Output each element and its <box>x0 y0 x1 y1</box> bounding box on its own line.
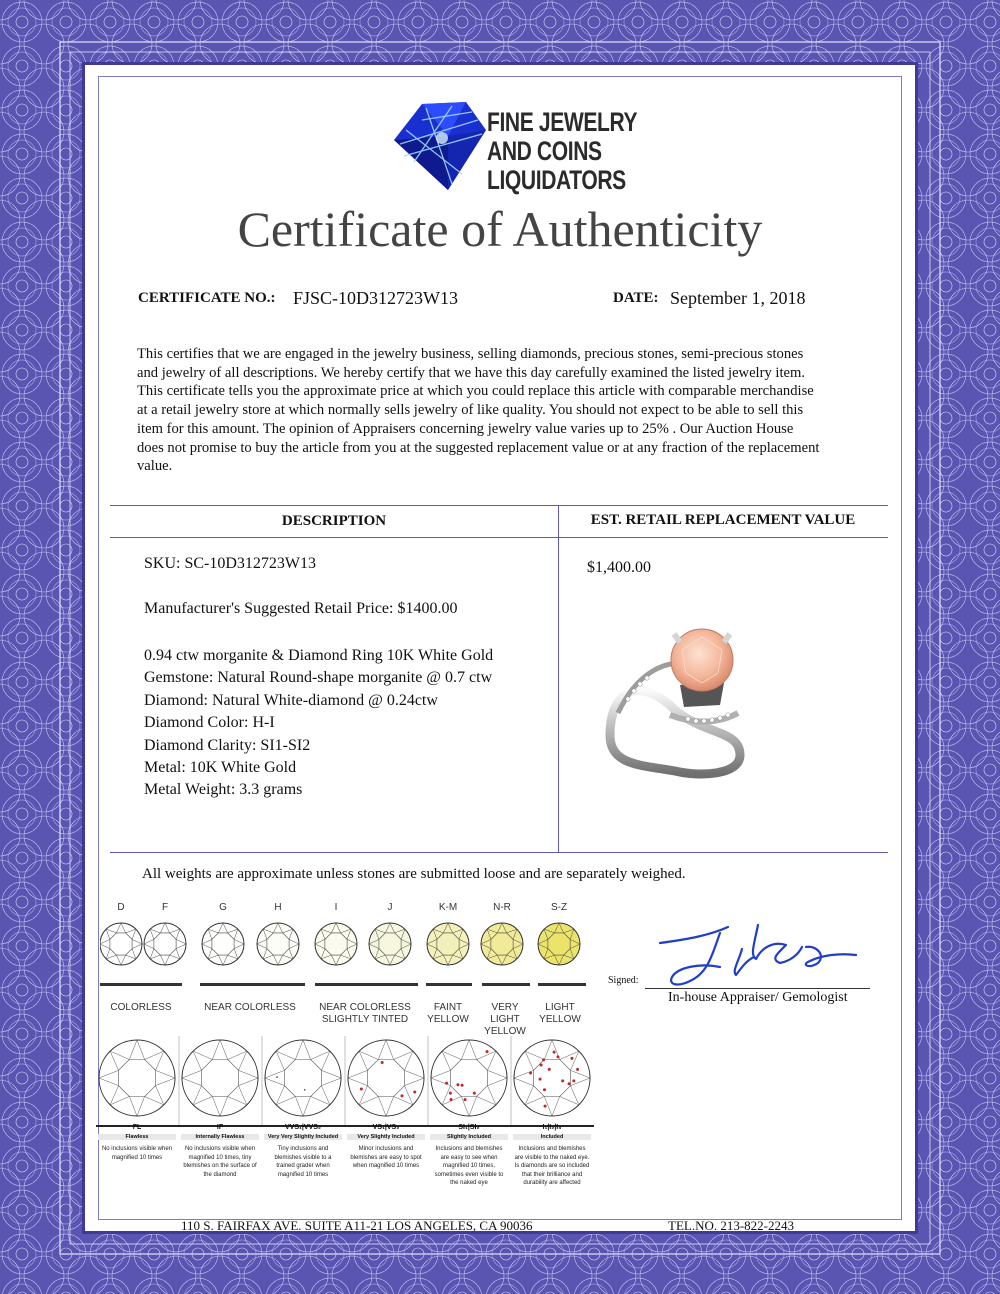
clarity-diamond-icon <box>514 1040 590 1116</box>
color-group-label: COLORLESS <box>110 1002 172 1013</box>
brand-line-3: LIQUIDATORS <box>487 165 626 195</box>
table-header-rule <box>110 537 888 538</box>
detail-line: Diamond: Natural White-diamond @ 0.24ctw <box>144 691 438 709</box>
certification-statement <box>137 345 877 476</box>
appraiser-title: In-house Appraiser/ Gemologist <box>668 990 848 1005</box>
msrp: Manufacturer's Suggested Retail Price: $1400.00 <box>144 600 458 617</box>
clarity-diamond-icon <box>431 1040 507 1116</box>
clarity-grade-description: Inclusions and blemishes are easy to see when magnified 10 times, sometimes even visible to the naked eye <box>434 1146 504 1187</box>
clarity-grade-name: Very Slightly Included <box>347 1134 425 1140</box>
clarity-grade-chart <box>96 1032 596 1222</box>
statement-line: at a retail jewelry store at which normally sells jewelry of like quality. You should not expect to be able to sell this <box>137 402 804 419</box>
clarity-diamond-icon <box>182 1040 258 1116</box>
clarity-grade-description: No inclusions visible when magnified 10 times, tiny blemishes on the surface of the diamond <box>183 1146 257 1178</box>
signature-line <box>645 988 870 989</box>
color-group-bracket <box>200 983 305 986</box>
color-group-bracket <box>315 983 418 986</box>
value-header: EST. RETAIL REPLACEMENT VALUE <box>590 512 856 528</box>
clarity-grade-code: SI₁|SI₂ <box>458 1124 480 1131</box>
statement-line: item for this amount. The opinion of Appraisers concerning jewelry value varies up to 25% . Our Auction House <box>137 420 794 437</box>
color-diamond-icon <box>369 923 411 965</box>
clarity-grade-name: Included <box>513 1134 591 1140</box>
description-header: DESCRIPTION <box>281 513 387 529</box>
color-grade-diamonds <box>100 897 600 997</box>
statement-line: does not promise to buy the article from you at the suggested replacement value or at any fraction of the replacement <box>137 439 820 456</box>
clarity-grade-name: Flawless <box>98 1134 176 1140</box>
color-diamond-icon <box>315 923 357 965</box>
color-group-bracket <box>482 983 530 986</box>
clarity-grade-description: No inclusions visible when magnified 10 times <box>101 1146 173 1161</box>
color-grade-letter: H <box>274 902 282 913</box>
clarity-grade-code: VS₁|VS₂ <box>372 1124 400 1131</box>
certificate-number-label: CERTIFICATE NO.: <box>138 290 276 306</box>
color-group-label: NEAR COLORLESS <box>204 1002 296 1013</box>
clarity-grade-code: I₁|I₂|I₃ <box>542 1124 562 1131</box>
detail-line: Diamond Color: H-I <box>144 714 275 732</box>
color-group-bracket <box>426 983 472 986</box>
color-grade-chart <box>100 897 600 1037</box>
color-group-bracket <box>538 983 586 986</box>
footer-phone: TEL.NO. 213-822-2243 <box>668 1218 795 1233</box>
retail-value: $1,400.00 <box>587 559 651 576</box>
color-grade-letter: I <box>334 902 338 913</box>
detail-line: Gemstone: Natural Round-shape morganite @ 0.7 ctw <box>144 669 493 687</box>
clarity-grade-code: VVS₁|VVS₂ <box>285 1124 321 1131</box>
certificate-number: FJSC-10D312723W13 <box>293 288 459 308</box>
clarity-grade-description: Minor inclusions and blemishes are easy to spot when magnified 10 times <box>350 1146 422 1170</box>
statement-line: This certificate tells you the approximate price at which you could replace this article with comparable merchandise <box>137 383 814 400</box>
color-grade-letter: G <box>219 902 227 913</box>
date-value: September 1, 2018 <box>670 288 806 308</box>
color-grade-letter: J <box>387 902 393 913</box>
color-diamond-icon <box>481 923 523 965</box>
color-group-bracket <box>100 983 182 986</box>
color-diamond-icon <box>538 923 580 965</box>
brand-wordmark <box>487 108 637 195</box>
table-column-divider <box>558 505 559 852</box>
color-grade-letter: F <box>161 902 169 913</box>
color-diamond-icon <box>427 923 469 965</box>
footer-address: 110 S. FAIRFAX AVE. SUITE A11-21 LOS ANGELES, CA 90036 <box>181 1218 533 1233</box>
clarity-diamond-icon <box>99 1040 175 1116</box>
clarity-grade-description: Inclusions and blemishes are visible to the naked eye. Is diamonds are so included that their brilliance and durability are affected <box>514 1146 590 1187</box>
clarity-grade-name: Slightly Included <box>430 1134 508 1140</box>
color-diamond-icon <box>144 923 186 965</box>
color-grade-letter: D <box>117 902 125 913</box>
color-group-label: VERY LIGHT YELLOW <box>484 1002 526 1037</box>
detail-line: Diamond Clarity: SI1-SI2 <box>144 736 311 754</box>
detail-line: Metal: 10K White Gold <box>144 759 297 777</box>
color-diamond-icon <box>100 923 142 965</box>
color-group-label: LIGHT YELLOW <box>539 1002 581 1025</box>
brand-line-1: FINE JEWELRY <box>487 107 638 137</box>
color-grade-letter: S-Z <box>550 902 568 913</box>
color-group-label: FAINT YELLOW <box>427 1002 469 1025</box>
statement-line: This certifies that we are engaged in the jewelry business, selling diamonds, precious stones, semi-precious stones <box>137 346 804 362</box>
color-diamond-icon <box>202 923 244 965</box>
detail-line: 0.94 ctw morganite & Diamond Ring 10K White Gold <box>144 647 494 664</box>
clarity-grade-code: FL <box>132 1124 142 1131</box>
table-top-rule <box>110 505 888 506</box>
color-grade-letter: N-R <box>493 902 511 913</box>
signed-label: Signed: <box>608 975 639 986</box>
item-details <box>144 645 493 802</box>
weights-note: All weights are approximate unless stones are submitted loose and are separately weighed. <box>142 866 686 882</box>
detail-line: Metal Weight: 3.3 grams <box>144 781 303 799</box>
ring-image <box>600 615 750 780</box>
sku: SKU: SC-10D312723W13 <box>144 555 317 572</box>
statement-line: and jewelry of all descriptions. We hereby certify that we have this day carefully examined the listed jewelry item. <box>137 364 806 381</box>
page-title: Certificate of Authenticity <box>237 201 763 257</box>
clarity-grade-name: Very Very Slightly Included <box>264 1134 342 1140</box>
clarity-grade-name: Internally Flawless <box>181 1134 259 1140</box>
color-diamond-icon <box>257 923 299 965</box>
brand-line-2: AND COINS <box>487 136 602 166</box>
date-label: DATE: <box>613 290 659 306</box>
clarity-diamond-icon <box>265 1040 341 1116</box>
clarity-grade-diamonds <box>96 1032 596 1127</box>
clarity-diamond-icon <box>348 1040 424 1116</box>
table-bottom-rule <box>110 852 888 853</box>
gem-logo-icon <box>392 100 488 192</box>
statement-line: value. <box>137 458 173 475</box>
appraiser-signature <box>650 915 860 993</box>
color-group-label: NEAR COLORLESS SLIGHTLY TINTED <box>319 1002 411 1025</box>
clarity-grade-code: IF <box>216 1124 224 1131</box>
clarity-grade-description: Tiny inclusions and blemishes visible to a trained grader when magnified 10 times <box>274 1146 332 1178</box>
color-grade-letter: K-M <box>438 902 458 913</box>
